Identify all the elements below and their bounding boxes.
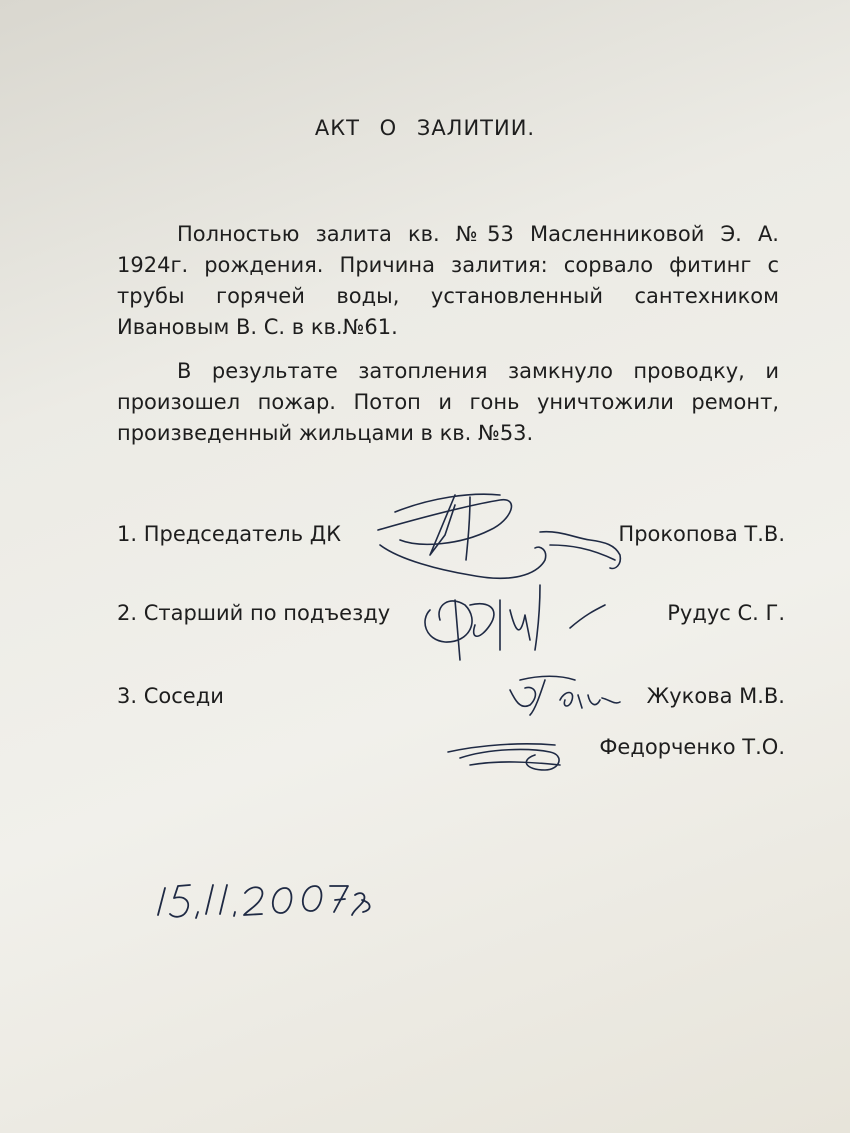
document-title: АКТ О ЗАЛИТИИ. — [314, 116, 536, 140]
signatory-role: 3. Соседи — [117, 684, 224, 708]
signatory-role: 1. Председатель ДК — [117, 522, 342, 546]
signatory-role: 2. Старший по подъезду — [117, 601, 391, 625]
signatory-name: Прокопова Т.В. — [618, 522, 785, 546]
signatory-name: Рудус С. Г. — [667, 601, 785, 625]
signatory-name: Федорченко Т.О. — [599, 735, 785, 759]
handwritten-date — [158, 885, 370, 918]
signatory-row-entrance-senior — [117, 601, 785, 633]
paragraph-incident: Полностью залита кв. №53 Масленниковой Э. А. 1924г. рождения. Причина залития: сорвало фитинг с трубы горячей воды, установленный сантехником Ивановым В. С. в кв.№61. — [117, 222, 779, 339]
paragraph-consequences: В результате затопления замкнуло проводку, и произошел пожар. Потоп и гонь уничтожили ремонт, произведенный жильцами в кв. №53. — [117, 359, 779, 445]
signatory-row-neighbor-2 — [117, 735, 785, 767]
signatory-row-chairman — [117, 522, 785, 554]
signatory-row-neighbor-1 — [117, 684, 785, 716]
signatory-name: Жукова М.В. — [646, 684, 785, 708]
